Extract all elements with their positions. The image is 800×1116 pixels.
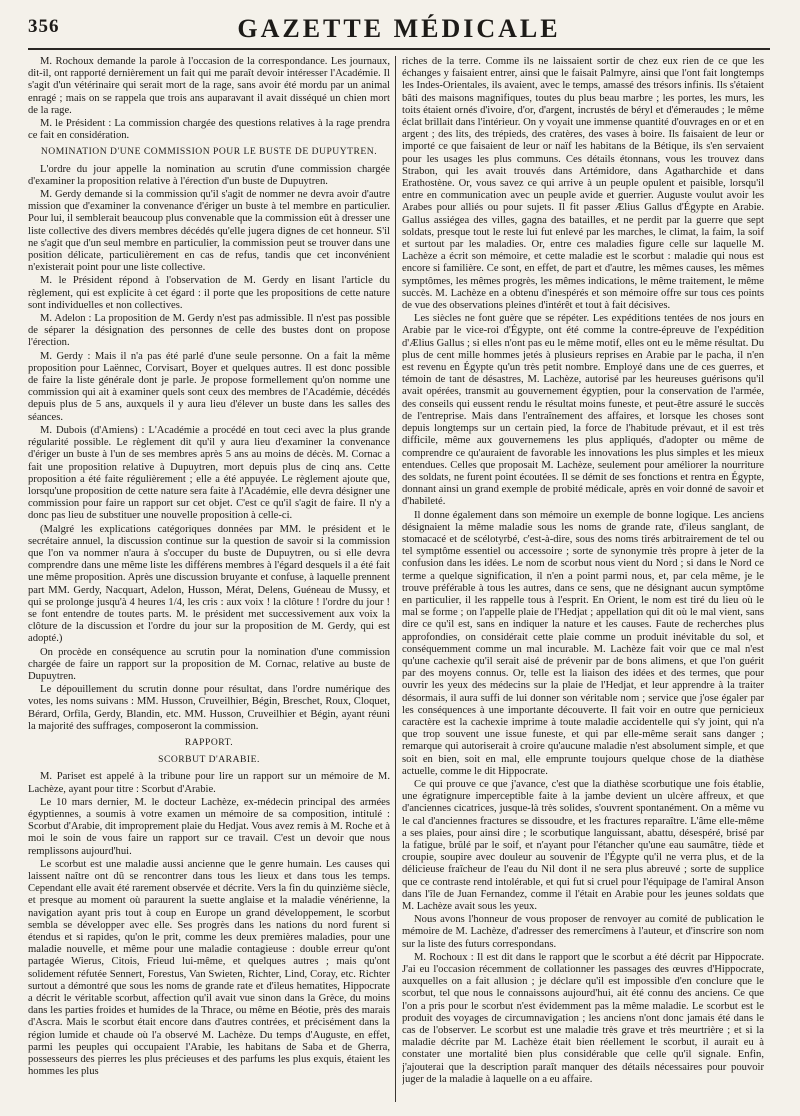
paragraph: L'ordre du jour appelle la nomination au scrutin d'une commission chargée d'examiner la proposition relative à l'érection d'un buste de Dupuytren. bbox=[28, 163, 390, 187]
section-title: RAPPORT. bbox=[184, 736, 234, 748]
paragraph: M. Rochoux demande la parole à l'occasion de la correspondance. Les journaux, dit-il, ont rapporté dernièrement un fait qui me paraît devoir intéresser l'Académie. Il s'agit d'un vétérinaire qui serait mort de la rage, sans avoir été mordu par un animal enragé ; mais on se rappela que trois ans auparavant il avait disséqué un chien mort de la rage. bbox=[28, 56, 390, 116]
paragraph: M. Dubois (d'Amiens) : L'Académie a procédé en tout ceci avec la plus grande régularité possible. Le règlement dit qu'il y aura lieu d'examiner la convenance d'ériger un buste à l'un de ses membres après 5 ans au moins de décès. M. Cornac a fait une proposition relative à Dupuytren, mort depuis plus de cinq ans. Cette proposition a été faite régulièrement ; elle a été appuyée. Le règlement ajoute que, lorsqu'une proposition de cette nature sera faite à l'Académie, elle devra désigner une commission pour faire un rapport sur cet objet. C'est ce qu'il s'agit de faire. Il n'y a donc pas lieu de substituer une nouvelle proposition à celle-ci. bbox=[28, 424, 390, 522]
paragraph: Ce qui prouve ce que j'avance, c'est que la diathèse scorbutique une fois établie, une égratignure imperceptible faite à la jambe devient un ulcère affreux, et que d'anciennes cicatrices, jusque-là très solides, s'ouvrent spontanément. On a même vu le cal d'anciennes fractures se dissoudre, et les fractures reparaître. L'âme elle-même a ses plaies, pour ainsi dire ; le scorbutique languissant, abattu, désespéré, brisé par la fatigue, brûlé par le soif, et n'ayant pour l'étancher qu'une eau saumâtre, tiède et croupie, soupire avec douleur au souvenir de l'Égypte qu'il ne verra plus, et de la délicieuse fraîcheur de l'eau du Nil dont il ne sera plus abreuvé ; sorte de supplice que ce contraste rend intolérable, et qui fut si cruel pour l'équipage de l'amiral Anson dans l'île de Juan Fernandez, comme il l'était en Arabie pour les jeunes soldats que M. Lachèze avait sous les yeux. bbox=[402, 778, 764, 913]
paragraph: Le dépouillement du scrutin donne pour résultat, dans l'ordre numérique des votes, les noms suivans : MM. Husson, Cruveilhier, Bégin, Breschet, Roux, Cloquet, Bérard, Orfila, Gerdy, Blandin, etc. MM. Husson, Cruveilhier et Bégin, ayant réuni la majorité des suffrages, composeront la commission. bbox=[28, 684, 390, 732]
paragraph: M. Rochoux : Il est dit dans le rapport que le scorbut a été décrit par Hippocrate. J'ai eu l'occasion récemment de collationner les passages des œuvres d'Hippocrate, auxquelles on a fait allusion ; je déclare qu'il est impossible d'en conclure que le scorbut, tel que nous le connaissons aujourd'hui, ait été connu des anciens. Ce que l'on a pris pour le scorbut n'est évidemment pas la même maladie. Le scorbut est le produit des voyages de circumnavigation ; les anciens n'ont donc jamais été dans le cas de l'observer. Le scorbut est une maladie très grave et très meurtrière ; et si la maladie décrite par M. Lachèze était bien réellement le scorbut, il aurait eu à constater une mortalité bien plus considérable que celle qu'il signale. Enfin, j'ajouterai que la description paraît manquer des détails nécessaires pour pouvoir juger de la maladie à laquelle on a eu affaire. bbox=[402, 951, 764, 1085]
paragraph: Les siècles ne font guère que se répéter. Les expéditions tentées de nos jours en Arabie par le vice-roi d'Égypte, ont été comme la contre-épreuve de l'expédition d'Ælius Gallus ; si elles n'ont pas eu le même motif, elles ont eu le même résultat. Du plus de cent mille hommes jetés à plusieurs reprises en Arabie par le pacha, il n'en est revenu en Égypte qu'un très petit nombre. Employé dans une de ces guerres, et témoin de tant de désastres, M. Lachèze, autorisé par les heureuses guérisons qu'il avait opérées, transmit au gouvernement égyptien, pour la conservation de l'armée, des conseils qui eussent rendu le résultat moins funeste, et peut-être assuré le succès de l'entreprise. Mais dans l'entraînement des affaires, et lorsque les choses sont depuis longtemps sur un certain pied, la force de l'habitude prévaut, et il est très difficile, même aux gouvernemens les plus appliqués, d'adopter ou même de comprendre ce qu'auraient de favorable les innovations les plus simples et les mieux entendues. Celles que proposait M. Lachèze, seulement pour améliorer la nourriture des soldats, ne furent point écoutées. Il se démit de ses fonctions et rentra en Égypte, donnant ainsi un grand exemple de probité médicale, après en voir donné de savoir et d'habileté. bbox=[402, 313, 764, 508]
paragraph: Le scorbut est une maladie aussi ancienne que le genre humain. Les causes qui laissent naître ont dû se rencontrer dans tous les lieux et dans tous les temps. Cependant elle avait été rarement observée et décrite. Vers la fin du quinzième siècle, et presque au moment où paraurent la suette anglaise et la maladie vénérienne, la navigation ayant pris tout à coup en Europe un grand développement, le scorbut sembla se développer avec elle. Ses progrès dans les nations du nord furent si étendus et si rapides, qu'on le prit, comme les deux premières maladies, pour une maladie nouvelle, et même pour une maladie contagieuse : double erreur qu'ont partagée Wierus, Citois, Frieud lui-même, et quelques autres ; mais qu'ont solidement réfutée Sennert, Forestus, Van Swieten, Richter, Lind, Coray, etc. Richter surtout a démontré que sous les noms de grande rate et d'ileus hematites, Hippocrate a décrit le véritable scorbut, affection qu'il avait vue sinon dans la Grèce, du moins dans les parties froides et humides de la Thrace, ou même en Béotie, près des marais d'Ascra. Mais le scorbut était encore dans d'autres contrées, et précisément dans la région lumide et chaude où l'a observé M. Lachèze. Du temps d'Auguste, en effet, parmi les peuples qui occupaient l'Arabie, les habitans de Saba et de Gherra, possesseurs des pierres les plus précieuses et des parfums les plus exquis, étaient les hommes les plus bbox=[28, 858, 390, 1078]
paragraph: M. le Président : La commission chargée des questions relatives à la rage prendra ce fait en considération. bbox=[28, 118, 390, 142]
paragraph: (Malgré les explications catégoriques données par MM. le président et le secrétaire annuel, la discussion continue sur la question de savoir si la commission que l'on va nommer n'aura à s'occuper du buste de Dupuytren, ou si elle devra comprendre dans une même liste les différens membres à l'égard desquels il a été fait une même proposition. Après une discussion bruyante et confuse, à laquelle prennent part MM. Gerdy, Nacquart, Adelon, Husson, Mérat, Delens, Guéneau de Mussy, et qui se prolonge jusqu'à 4 heures 1/4, les cris : aux voix ! la clôture ! l'ordre du jour ! se font entendre de toutes parts. M. le président met successivement aux voix la clôture de la discussion et l'ordre du jour sur la proposition de M. Gerdy, qui est adopté.) bbox=[28, 523, 390, 645]
section-subtitle: SCORBUT D'ARABIE. bbox=[158, 754, 260, 766]
paragraph: M. le Président répond à l'observation de M. Gerdy en lisant l'article du règlement, qui est explicite à cet égard : il porte que les propositions de cette nature sont individuelles et non collectives. bbox=[28, 275, 390, 311]
right-column bbox=[402, 56, 764, 1102]
paragraph: M. Pariset est appelé à la tribune pour lire un rapport sur un mémoire de M. Lachèze, ayant pour titre : Scorbut d'Arabie. bbox=[28, 771, 390, 795]
column-divider bbox=[395, 56, 396, 1102]
paragraph: On procède en conséquence au scrutin pour la nomination d'une commission chargée de faire un rapport sur la proposition de M. Cornac, relative au buste de Dupuytren. bbox=[28, 646, 390, 682]
left-column bbox=[28, 56, 390, 1102]
paragraph: M. Gerdy demande si la commission qu'il s'agit de nommer ne devra avoir d'autre mission que d'examiner la convenance d'ériger un buste à tel membre en particulier. Pour lui, il semblerait beaucoup plus convenable que la commission eût à dresser une liste collective des divers membres décédés qu'elle jugera dignes de cet honneur. S'il ne s'agit que d'un seul membre en particulier, la commission peut se trouver dans une position délicate, particulièrement en cas de refus, tandis que cet inconvénient n'existerait point pour une liste collective. bbox=[28, 189, 390, 274]
paragraph: M. Adelon : La proposition de M. Gerdy n'est pas admissible. Il n'est pas possible de séparer la désignation des personnes de celle des bustes dont on propose l'érection. bbox=[28, 313, 390, 349]
paragraph: Il donne également dans son mémoire un exemple de bonne logique. Les anciens désignaient la même maladie sous les noms de grande rate, d'ileus sanglant, de stomacacé et de scélotyrbé, c'est-à-dire, sous des noms tirés arbitrairement de tel ou tel symptôme essentiel ou accessoire ; sorte de synonymie très propre à jeter de la confusion dans les idées. Le nom de scorbut nous vient du Nord ; si dans le Nord ce terme a quelque signification, il n'en a point parmi nous, et, par cela même, je le trouve préférable à tous les autres, dans ce sens, que ne désignant aucun symptôme en particulier, il les rappelle tous à l'esprit. En Orient, le nom est tiré du lieu où le mal se forme ; on l'appelle plaie de l'Hedjat ; appellation qui dit où le mal vient, sans dire ce qu'il est, sans en indiquer la nature et les causes. Faute de recherches plus approfondies, on considérait cette plaie comme un produit inévitable du sol, et conséquemment comme un mal incurable. M. Lachèze fait voir que ce mal n'est qu'une cachexie qu'il serait aisé de prévenir par de bons alimens, et que l'on guérit par des moyens connus. Or, telle est la liaison des idées et des termes, que pour ouvrir les yeux des médecins sur la plaie de l'Hedjat, et leur apprendre à la traiter désormais, il aura suffi de lui donner son véritable nom ; service que j'ose égaler par les conséquences à une importante découverte. Il fait voir en outre que pernicieux caractère est la cachexie imprime à toute maladie accidentelle qui s'y joint, qui n'a que trop souvent une issue funeste, et qui par elle-même serait sans danger ; remarque qui autoriserait à croire qu'aucune maladie n'est absolument simple, et que soit en bien, soit en mal, elle emprunte toujours quelque chose de la diathèse actuelle, comme le dit Hippocrate. bbox=[402, 509, 764, 777]
page-number: 356 bbox=[28, 16, 60, 37]
paragraph: M. Gerdy : Mais il n'a pas été parlé d'une seule personne. On a fait la même proposition pour Laënnec, Corvisart, Boyer et quelques autres. Il est donc possible de faire la liste générale dont je parle. Je propose formellement qu'on nomme une commission qui ait à examiner quels sont ceux des membres de l'Académie, décédés depuis plus de 5 ans, auxquels il y aura lieu d'élever un buste dans les salles des séances. bbox=[28, 350, 390, 423]
journal-title: GAZETTE MÉDICALE bbox=[237, 14, 561, 43]
paragraph: Le 10 mars dernier, M. le docteur Lachèze, ex-médecin principal des armées égyptiennes, a soumis à votre examen un mémoire de sa composition, intitulé : Scorbut d'Arabie, dit improprement plaie du Hedjat. Vous avez remis à M. Roche et à moi le soin de vous faire un rapport sur ce travail. C'est un devoir que nous remplissons aujourd'hui. bbox=[28, 796, 390, 857]
paragraph: Nous avons l'honneur de vous proposer de renvoyer au comité de publication le mémoire de M. Lachèze, d'adresser des remercîmens à l'auteur, et d'inscrire son nom sur la liste des futurs correspondans. bbox=[402, 914, 764, 950]
paragraph: riches de la terre. Comme ils ne laissaient sortir de chez eux rien de ce que les échanges y faisaient entrer, ainsi que le faisait Palmyre, ainsi que l'ont fait longtemps les Indes-Orientales, ils avaient, avec le temps, amassé des trésors infinis. Ils s'étaient bâti des maisons magnifiques, toutes du plus beau marbre ; les portes, les murs, les toits étaient ornés d'ivoire, d'or, d'argent, incrustés de béryl et d'émeraudes ; le même éclat brillait dans l'intérieur. On y voyait une immense quantité d'ouvrages en or et en argent ; des lits, des trépieds, des cratères, des vases à boire. Ils faisaient de leur or importé ce que faisaient de leur or naïf les habitans de la Bétique, ils s'en servaient pour les usages les plus communs. Ces détails étonnans, vous les trouvez dans Strabon, qui les avait trouvés dans Artémidore, dans Agatharchide et dans Erathostène. Or, vous savez ce qui arrive à un peuple opulent et paisible, lorsqu'il entre en communication avec un peuple avide et guerrier. Auguste voulut avoir les Arabes pour alliés ou pour sujets. Il fit passer Ælius Gallus d'Égypte en Arabie. Gallus assiégea des villes, gagna des batailles, et ne perdit par la guerre que sept soldats, presque tout le reste lui fut enlevé par les marches, le climat, la faim, la soif et surtout par les maladies. Or, entre ces maladies figure celle sur laquelle M. Lachèze a écrit son mémoire, et cette maladie est le scorbut : maladie qui nous est encore si familière. Ce sont, en effet, de part et d'autre, les mêmes causes, les mêmes symptômes, les mêmes progrès, les mêmes indications, le même traitement, le même succès. M. Lachèze en a obtenu d'inespérés et son mémoire offre sur tous ces points de vue des observations pleines d'intérêt et tout à fait décisives. bbox=[402, 56, 764, 312]
page-header bbox=[28, 14, 770, 50]
section-title: NOMINATION D'UNE COMMISSION POUR LE BUSTE DE DUPUYTREN. bbox=[40, 146, 378, 158]
